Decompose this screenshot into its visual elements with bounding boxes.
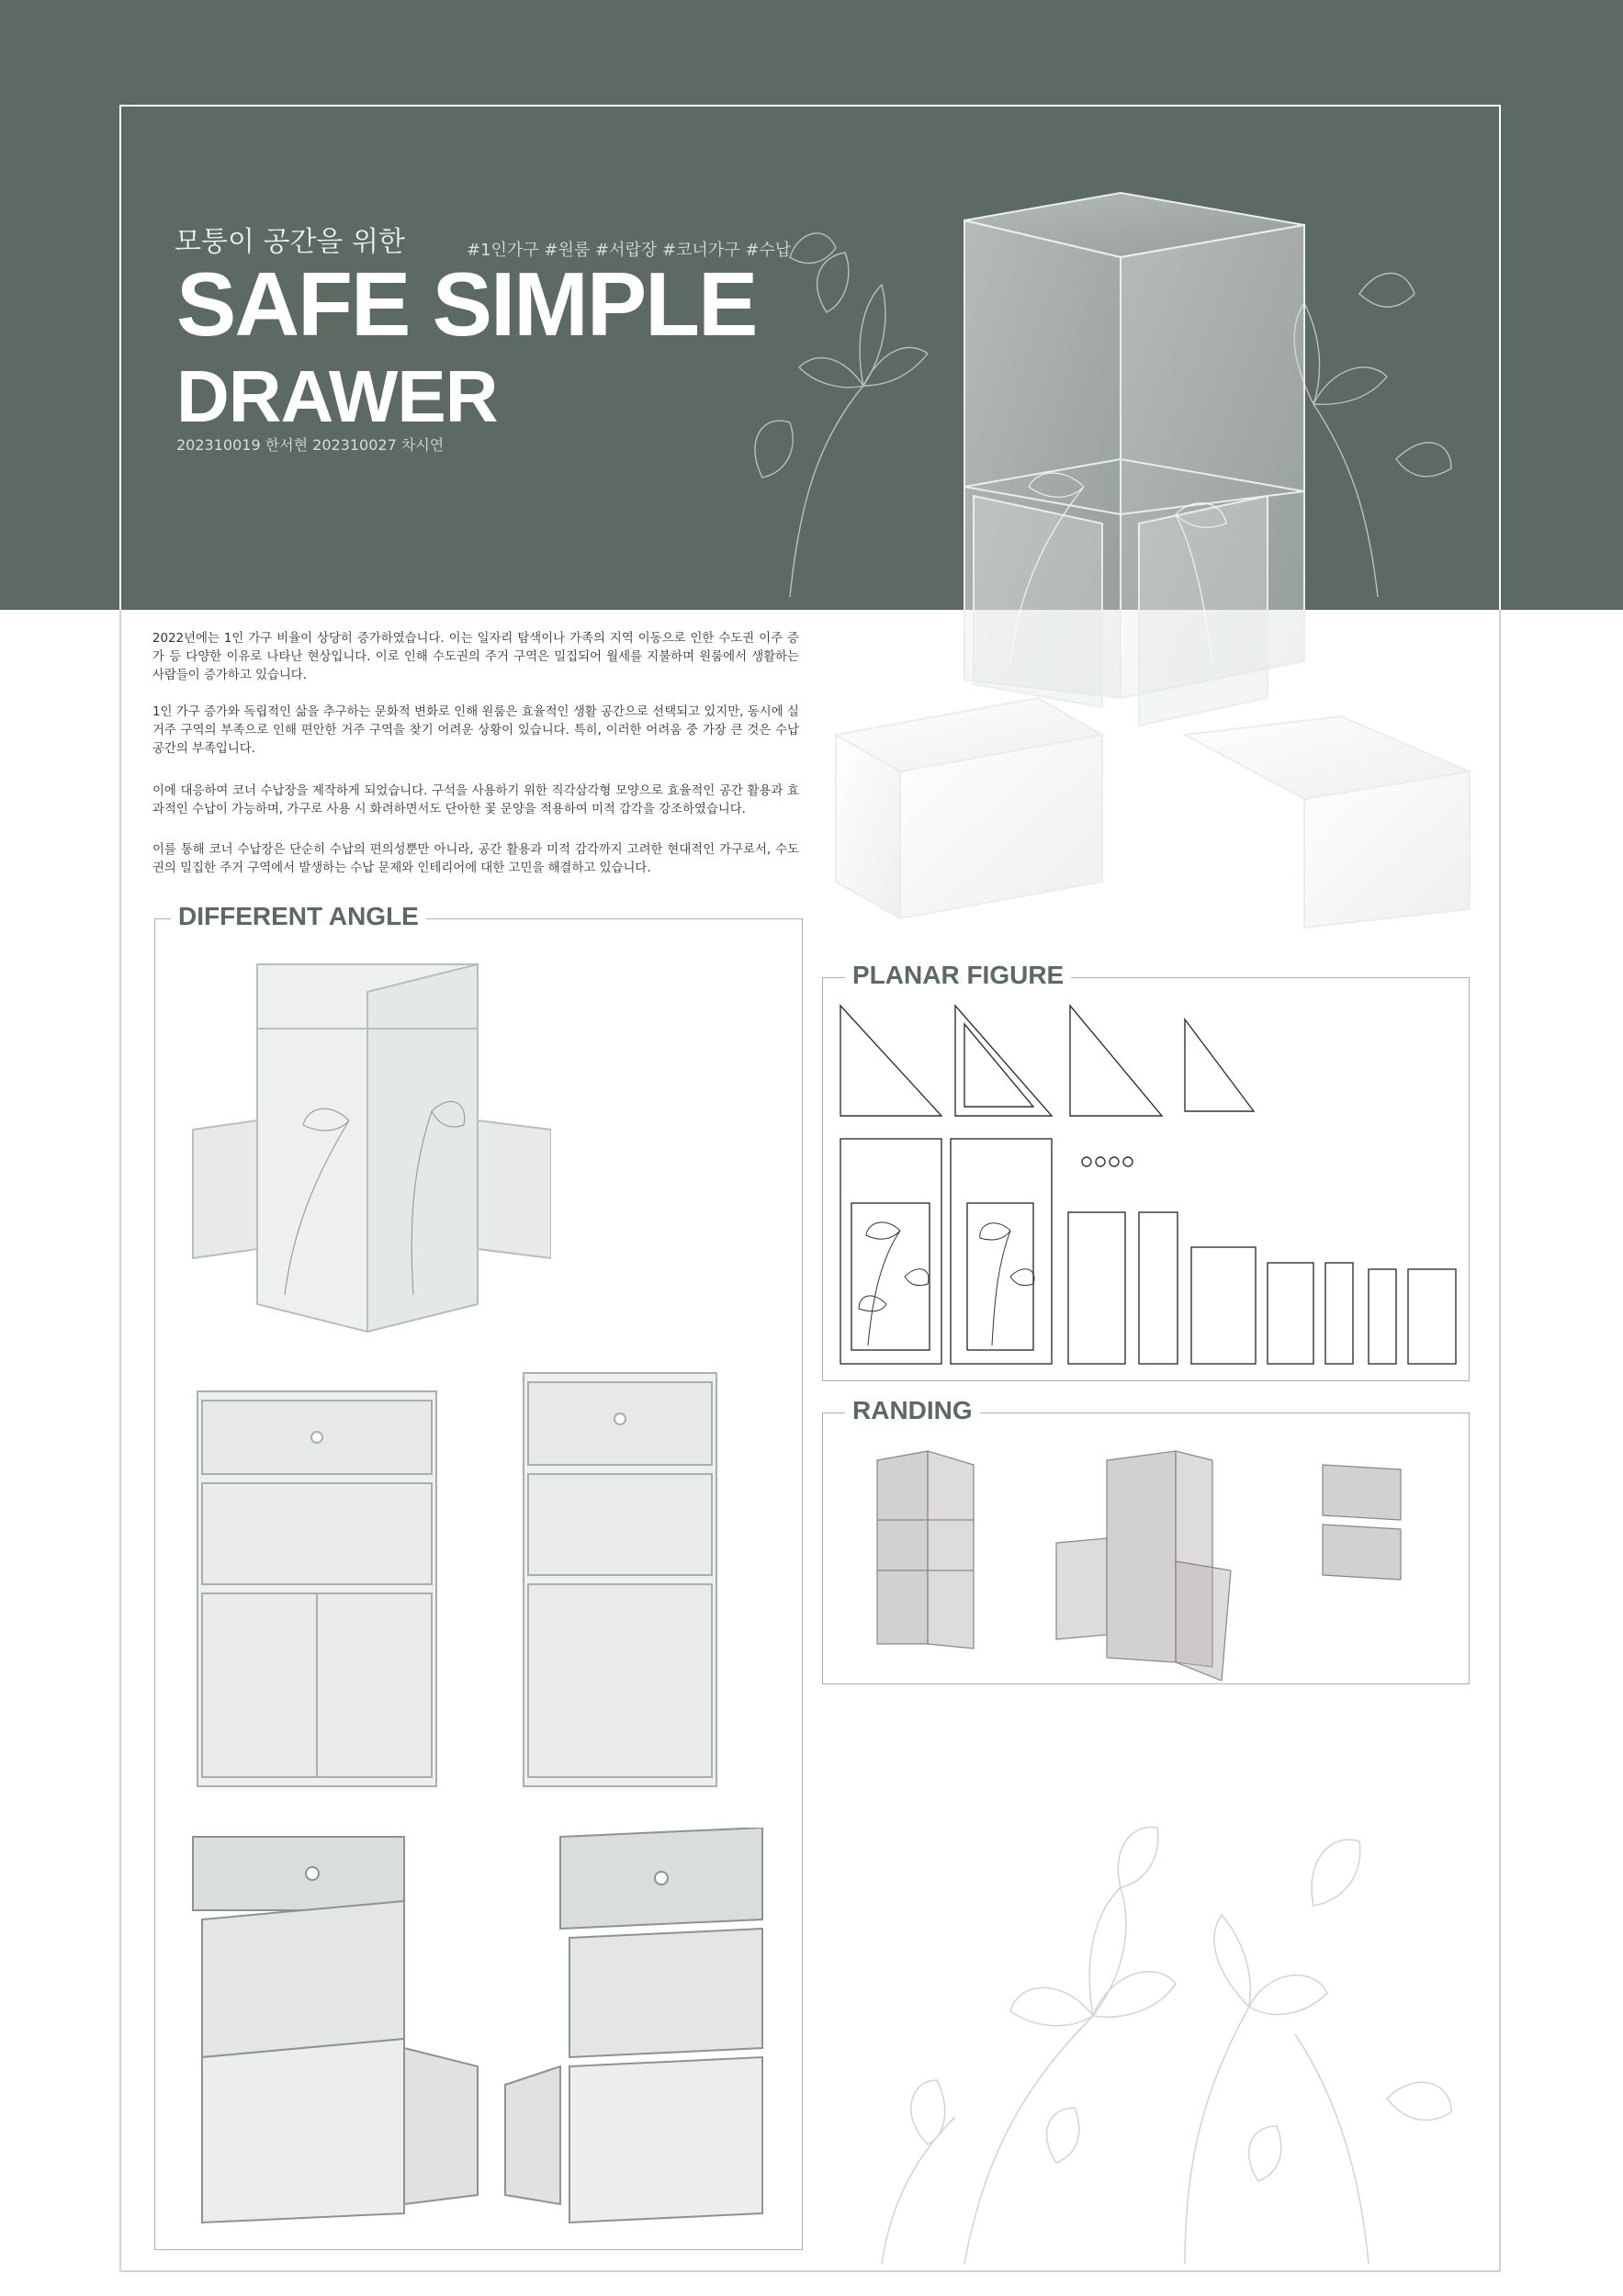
planar-figure-drawings xyxy=(831,1001,1465,1373)
randing-renders xyxy=(827,1433,1460,1681)
intro-paragraph-2: 1인 가구 증가와 독립적인 삶을 추구하는 문화적 변화로 인해 원룸은 효율적인 생활 공간으로 선택되고 있지만, 동시에 실거주 구역의 부족으로 인해 편안한 거주 구역을 찾기 어려운 상황이 있습니다. 특히, 이러한 어려움 중 가장 큰 것은 수납 공간의 부족입니다. xyxy=(152,705,799,756)
main-title-line2: DRAWER xyxy=(176,355,498,437)
frame-bottom xyxy=(119,2270,1501,2272)
angle-photo-drawers-side xyxy=(514,1364,726,1795)
intro-paragraph-1: 2022년에는 1인 가구 비율이 상당히 증가하였습니다. 이는 일자리 탐색이나 가족의 지역 이동으로 인한 수도권 이주 증가 등 다양한 이유로 나타난 현상입니다. 이로 인해 수도권의 주거 구역은 밀집되어 월세를 지불하며 원룸에서 생활하는 사람들이 증가하고 있습니다. xyxy=(152,632,799,682)
frame-left xyxy=(119,610,121,2272)
different-angle-title: DIFFERENT ANGLE xyxy=(171,902,426,931)
subtitle: 모퉁이 공간을 위한 xyxy=(175,226,405,258)
randing-title: RANDING xyxy=(845,1396,980,1425)
intro-paragraph-4: 이를 통해 코너 수납장은 단순히 수납의 편의성뿐만 아니라, 공간 활용과 미적 감각까지 고려한 현대적인 가구로서, 수도권의 밀집한 주거 구역에서 발생하는 수납 문제와 인테리어에 대한 고민을 해결하고 있습니다. xyxy=(152,843,799,875)
angle-photo-open-left xyxy=(184,1828,487,2232)
angle-photo-drawers-front xyxy=(188,1382,445,1795)
intro-paragraph-3: 이에 대응하여 코너 수납장을 제작하게 되었습니다. 구석을 사용하기 위한 직각삼각형 모양으로 효율적인 공간 활용과 효과적인 수납이 가능하며, 가구로 사용 시 화려하면서도 단아한 꽃 문양을 적용하여 미적 감각을 강조하였습니다. xyxy=(152,784,799,816)
planar-figure-title: PLANAR FIGURE xyxy=(845,961,1071,990)
angle-photo-front xyxy=(184,955,551,1341)
frame-right xyxy=(1499,610,1501,2272)
bottom-flower-lineart xyxy=(817,1704,1479,2268)
angle-photo-open-right xyxy=(496,1828,772,2232)
hero-cabinet-photo xyxy=(827,184,1488,946)
hashtags: #1인가구 #원룸 #서랍장 #코너가구 #수납 xyxy=(467,241,792,260)
authors: 202310019 한서현 202310027 차시연 xyxy=(176,436,445,454)
main-title-line1: SAFE SIMPLE xyxy=(176,253,757,355)
